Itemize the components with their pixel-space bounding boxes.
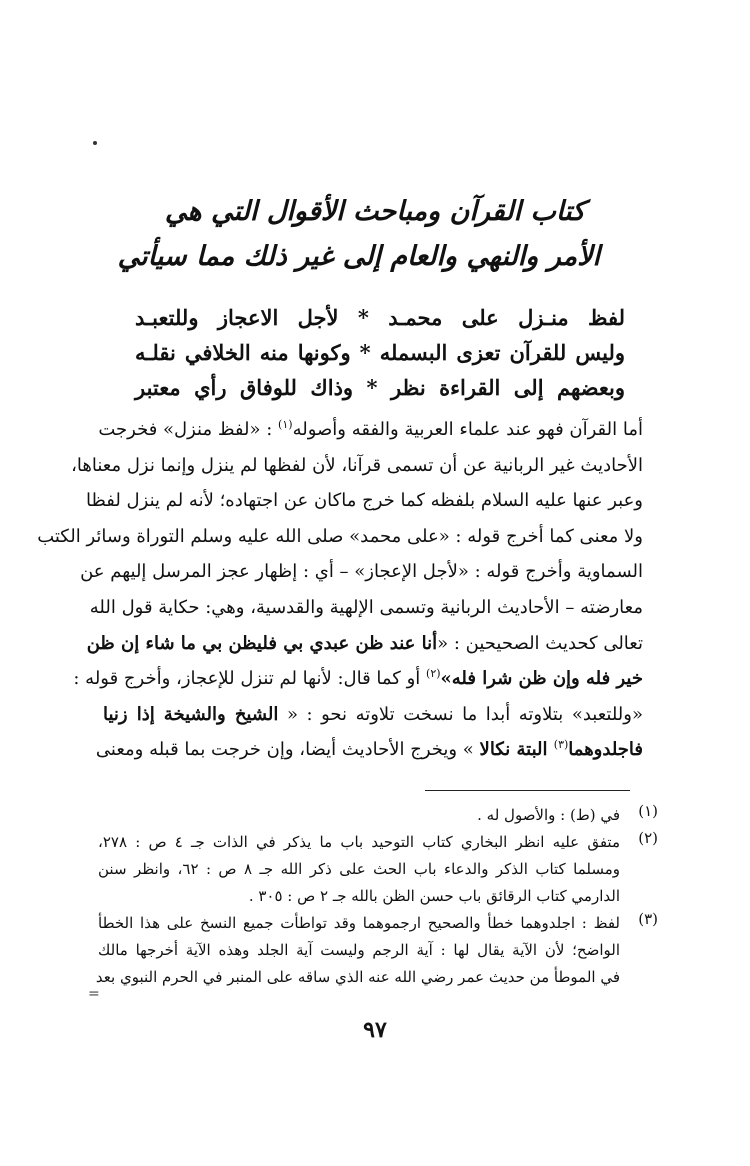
footnote-text: الدارمي كتاب الرقائق باب حسن الظن بالله جـ ٢ ص : ٣٠٥ . <box>248 887 620 905</box>
verse-quote: البتة نكالا <box>479 739 554 761</box>
commentary-line: ولا معنى كما أخرج قوله : «على محمد» صلى الله عليه وسلم التوراة وسائر الكتب <box>37 525 643 547</box>
commentary-line <box>95 732 643 768</box>
commentary-line: وعبر عنها عليه السلام بلفظه كما خرج ماكان عن اجتهاده؛ لأنه لم ينزل لفظا <box>86 490 643 512</box>
text-span: : «لفظ منزل» فخرجت <box>98 419 279 440</box>
chapter-title-line-1: كتاب القرآن ومباحث الأقوال التي هي <box>164 196 586 227</box>
footnote-text: في الموطأ من حديث عمر رضي الله عنه الذي ساقه على المنبر في الحرم النبوي بعد <box>95 968 620 986</box>
verse-line-2: وليس للقرآن تعزى البسمله * وكونها منه الخلافي نقلـه <box>135 340 625 365</box>
verse-quote: فاجلدوهما <box>568 739 643 761</box>
footnote-text: ومسلما كتاب الذكر والدعاء باب الحث على ذكر الله جـ ٨ ص : ٦٢، وانظر سنن <box>98 860 620 878</box>
quote-mark: » <box>440 668 452 690</box>
verse-quote: الشيخ والشيخة إذا زنيا <box>103 703 279 725</box>
footnote-text: في (ط) : والأصول له . <box>477 806 620 824</box>
footnote-divider <box>425 790 630 791</box>
footnote-ref: (٢) <box>426 667 441 681</box>
footnote-text: متفق عليه انظر البخاري كتاب التوحيد باب ما يذكر في الذات جـ ٤ ص : ٢٧٨، <box>98 833 620 851</box>
commentary-line <box>73 661 643 697</box>
hadith-text: أنا عند ظن عبدي بي فليظن بي ما شاء إن ظن <box>86 632 438 654</box>
commentary-line <box>103 697 643 733</box>
text-span: «وللتعبد» بتلاوته أبدا ما نسخت تلاوته نحو : « <box>278 703 643 725</box>
footnote-number: (٢) <box>638 829 658 847</box>
text-span: » ويخرج الأحاديث أيضا، وإن خرجت بما قبله ومعنى <box>95 739 480 761</box>
commentary-line: معارضته – الأحاديث الربانية وتسمى الإلهية والقدسية، وهي: حكاية قول الله <box>89 596 643 618</box>
page-number: ٩٧ <box>363 1017 387 1043</box>
verse-line-1: لفظ منـزل على محمـد * لأجل الاعجاز وللتعبـد <box>135 305 625 330</box>
hadith-text: خير فله وإن ظن شرا فله <box>451 668 643 690</box>
footnote-3 <box>95 910 658 991</box>
speck-mark <box>93 141 97 145</box>
verse-line-3: وبعضهم إلى القراءة نظر * وذاك للوفاق رأي معتبر <box>135 375 625 400</box>
footnote-1 <box>98 802 658 829</box>
commentary-line <box>98 412 643 448</box>
text-span: أما القرآن فهو عند علماء العربية والفقه وأصوله <box>292 419 643 440</box>
footnote-text: الواضح؛ لأن الآية يقال لها : آية الرجم وليست آية الجلد وهذه الآية أخرجها مالك <box>98 941 620 959</box>
footnote-2 <box>98 829 658 910</box>
footnote-number: (٣) <box>638 910 658 928</box>
commentary-text <box>37 412 643 768</box>
footnote-number: (١) <box>638 802 658 820</box>
text-span: أو كما قال: لأنها لم تنزل للإعجاز، وأخرج قوله : <box>73 668 427 690</box>
footnote-ref: (٣) <box>553 738 569 752</box>
text-span: تعالى كحديث الصحيحين : « <box>437 632 643 654</box>
footnote-ref: (١) <box>278 418 293 431</box>
chapter-title-line-2: الأمر والنهي والعام إلى غير ذلك مما سيأتي <box>117 241 600 272</box>
commentary-line: الأحاديث غير الربانية عن أن تسمى قرآنا، لأن لفظها لم ينزل وإنما نزل معناها، <box>71 454 643 476</box>
commentary-line: السماوية وأخرج قوله : «لأجل الإعجاز» – أي : إظهار عجز المرسل إليهم عن <box>80 561 643 583</box>
footnote-text: لفظ : اجلدوهما خطأ والصحيح ارجموهما وقد تواطأت جميع النسخ على هذا الخطأ <box>98 914 620 932</box>
commentary-line <box>86 626 643 662</box>
continuation-mark: = <box>88 986 100 1002</box>
